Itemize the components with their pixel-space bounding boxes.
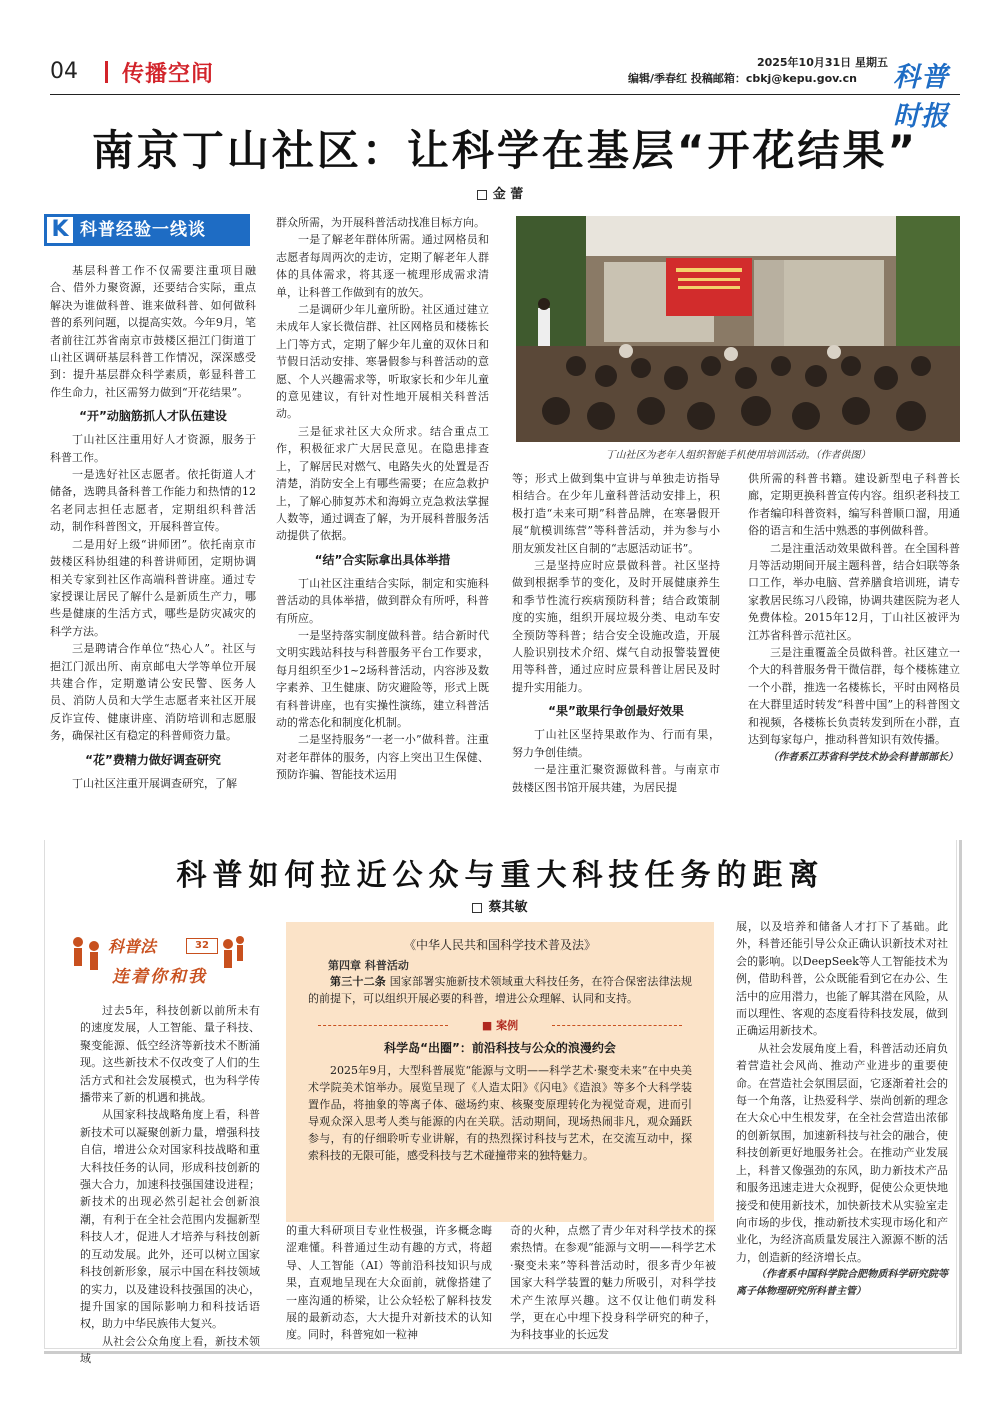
paragraph: 基层科普工作不仅需要注重项目融合、借外力聚资源，还要结合实际，重点解决为谁做科普、谁来做科普、如何做科普的系列问题，以提高实效。今年9月，笔者前往江苏省南京市鼓楼区挹江门街道丁山社区调研基层科普工作情况，深深感受到：提升基层群众科学素质，彰显科普工作生命力，社区需努力做到“开花结果”。 (50, 264, 256, 399)
masthead-meta (628, 55, 888, 87)
photo-caption: 丁山社区为老年人组织智能手机使用培训活动。（作者供图） (605, 450, 871, 461)
paragraph: 展，以及培养和储备人才打下了基础。此外，科普还能引导公众正确认识新技术对社会的影响。以DeepSeek等人工智能技术为例，借助科普，公众既能看到它在办公、生活中的应用潜力，也能了解其潜在风险，从而以理性、客观的态度看待科技发展，做到正确运用新技术。 (736, 920, 948, 1038)
law-chapter: 第四章 科普活动 (328, 959, 409, 972)
paragraph: 从国家科技战略角度上看，科普新技术可以凝聚创新力量，增强科技自信，增进公众对国家科技战略和重大科技任务的认同，形成科技创新的强大合力，加速科技强国建设进程；新技术的出现必然引起社会创新浪潮，有利于在全社会范围内发掘新型科技人才，促进人才培养与科技创新的互动发展。此外，还可以树立国家科技创新形象，展示中国在科技领域的实力，以及建设科技强国的决心，提升国家的国际影响力和科技话语权，助力中华民族伟大复兴。 (80, 1108, 260, 1331)
byline-box-icon (472, 903, 482, 913)
subheading-jie: “结”合实际拿出具体举措 (314, 552, 451, 567)
paragraph: 从社会发展角度上看，科普活动还肩负着营造社会风尚、推动产业进步的重要使命。在营造社会氛围层面，它逐渐着社会的每一个角落，让热爱科学、崇尚创新的理念在大众心中生根发芽，在全社会营造出浓郁的创新氛围，加速新科技与社会的融合，使科技创新更好地服务社会。在推动产业发展上，科普又像强劲的东风，助力新技术产品和服务迅速走进大众视野，促使公众更快地接受和使用新技术，加快新技术从实验室走向市场的步伐，推动新技术实现市场化和产业化，为经济高质量发展注入源源不断的活力，创造新的经济增长点。 (736, 1041, 948, 1264)
newspaper-logo: 科普时报 (893, 62, 949, 132)
article1-column-3 (512, 470, 720, 808)
paragraph: 从社会公众角度上看，新技术领域 (80, 1334, 260, 1366)
case-label-text: 案例 (496, 1019, 519, 1032)
column-title: 科普经验一线谈 (80, 220, 206, 240)
paragraph: 丁山社区注重用好人才资源，服务于科普工作。 (50, 433, 256, 464)
law-article-number: 第三十二条 (330, 975, 387, 988)
page-number: 04 (50, 59, 78, 84)
paragraph: 三是征求社区大众所求。结合重点工作，积极征求广大居民意见。在隐患排查上，了解居民对燃气、电路失火的处置是否清楚，消防安全上有哪些需要；在应急救护上，了解心肺复苏术和海姆立克急救法掌握人数等，通过调查了解，为开展科普服务活动提供了依据。 (276, 424, 489, 543)
editor-info: 编辑/季春红 投稿邮箱：cbkj@kepu.gov.cn (628, 72, 857, 85)
paragraph: 二是用好上级“讲师团”。依托南京市鼓楼区科协组建的科普讲师团，定期协调相关专家到社区作高端科普讲座。通过专家授课让居民了解什么是新质生产力，哪些是健康的生活方式，哪些是防灾减灾的科学方法。 (50, 537, 256, 638)
paragraph: 丁山社区注重开展调查研究，了解 (72, 776, 237, 790)
law-article-text: 国家部署实施新技术领域重大科技任务，在符合保密法律法规的前提下，可以组织开展必要的科普，增进公众理解、认同和支持。 (308, 975, 692, 1005)
article2-byline (0, 896, 1000, 915)
subheading-hua: “花”费精力做好调查研究 (85, 752, 221, 767)
series-number: 32 (186, 938, 218, 954)
paragraph: 一是选好社区志愿者。依托街道人才储备，选聘具备科普工作能力和热情的12名老同志担任志愿者，定期组织科普活动，制作科普图文，开展科普宣传。 (50, 468, 256, 534)
issue-date: 2025年10月31日 星期五 (756, 56, 888, 69)
case-text: 2025年9月，大型科普展览“能源与文明——科学艺术·聚变未来”在中央美术学院美术馆举办。展览呈现了《人造太阳》《闪电》《造浪》等多个大科学装置作品，将抽象的等离子体、磁场约束、核聚变原理转化为视觉奇观，进而引导观众深入思考人类与能源的内在关联。活动期间，现场热闹非凡，观众踊跃参与，有的仔细聆听专业讲解，有的热烈探讨科技与艺术，在交流互动中，探索科技的无限可能，感受科技与艺术碰撞带来的独特魅力。 (308, 1064, 692, 1162)
section-name: 传播空间 (122, 62, 215, 87)
law-title: 《中华人民共和国科学技术普及法》 (403, 938, 596, 952)
article1-column-2 (276, 214, 489, 808)
paragraph: 供所需的科普书籍。建设新型电子科普长廊，定期更换科普宣传内容。组织老科技工作者编印科普资料，编写科普顺口溜，用通俗的语言和生活中熟悉的事例做科普。 (748, 472, 960, 538)
paragraph: 一是坚持落实制度做科普。结合新时代文明实践站科技与科普服务平台工作要求，每月组织至少1~2场科普活动，内容涉及数字素养、卫生健康、防灾避险等，形式上既有科普讲座，也有实操性演练，建立科普活动的常态化和制度化机制。 (276, 628, 489, 729)
article2-headline: 科普如何拉近公众与重大科技任务的距离 (176, 858, 825, 893)
column-banner (44, 214, 250, 246)
paragraph: 三是注重覆盖全员做科普。社区建立一个大的科普服务骨干微信群，每个楼栋建立一个小群，推选一名楼栋长，平时由网格员在大群里适时转发“科普中国”上的科普图文和视频，各楼栋长负责转发到所在小群，直达到每家每户，推动科普知识有效传播。 (748, 646, 960, 747)
paragraph: 丁山社区注重结合实际，制定和实施科普活动的具体举措，做到群众有所呼，科普有所应。 (276, 576, 489, 625)
series-logo (68, 930, 244, 990)
author-note: （作者系中国科学院合肥物质科学研究院等离子体物理研究所科普主管） (736, 1269, 948, 1298)
paragraph: 过去5年，科技创新以前所未有的速度发展，人工智能、量子科技、聚变能源、低空经济等新技术不断涌现。这些新技术不仅改变了人们的生活方式和社会发展模式，也为科学传播带来了新的机遇和挑战。 (80, 1004, 260, 1105)
article1-byline (0, 183, 1000, 202)
series-logo-title: 科普法 (108, 937, 157, 956)
paragraph: 等；形式上做到集中宣讲与单独走访指导相结合。在少年儿童科普活动安排上，积极打造“未来可期”科普品牌，在寒暑假开展“航模训练营”等科普活动，并为参与小朋友颁发社区自制的“志愿活动证书”。 (512, 472, 720, 555)
paragraph: 群众所需，为开展科普活动找准目标方向。 (276, 216, 485, 229)
paragraph: 一是注重汇聚资源做科普。与南京市鼓楼区图书馆开展共建，为居民提 (512, 763, 720, 794)
article2-column-4 (736, 918, 948, 1338)
paragraph: 的重大科研项目专业性极强，许多概念晦涩难懂。科普通过生动有趣的方式，将超导、人工智能（AI）等前沿科技知识与成果，直观地呈现在大众面前，就像搭建了一座沟通的桥梁，让公众轻松了解科技发展的最新动态，大大提升对新技术的认知度。同时，科普宛如一粒神 (286, 1224, 492, 1342)
article1-column-4 (748, 470, 960, 808)
law-excerpt-box (286, 922, 714, 1222)
article2-column-3 (510, 1222, 716, 1342)
author-note: （作者系江苏省科学技术协会科普部部长） (768, 751, 958, 763)
masthead-separator (105, 61, 108, 83)
subheading-kai: “开”动脑筋抓人才队伍建设 (79, 409, 227, 424)
subheading-guo: “果”敢果行争创最好效果 (548, 704, 684, 719)
byline-box-icon (477, 190, 487, 200)
series-logo-subtitle: 连着你和我 (112, 967, 207, 987)
paragraph: 二是注重活动效果做科普。在全国科普月等活动期间开展主题科普，结合妇联等条口工作，举办电脑、营养膳食培训班，请专家教居民练习八段锦，协调共建医院为老人免费体检。2015年12月，丁山社区被评为江苏省科普示范社区。 (748, 541, 960, 642)
paragraph: 奇的火种，点燃了青少年对科学技术的探索热情。在参观“能源与文明——科学艺术·聚变未来”等科普活动时，很多青少年被国家大科学装置的魅力所吸引，对科学技术产生浓厚兴趣。这不仅让他们萌发科学，更在心中埋下投身科学研究的种子，为科技事业的长远发 (510, 1224, 716, 1342)
case-label: ■ 案例 (308, 1017, 692, 1033)
paragraph: 三是聘请合作单位“热心人”。社区与挹江门派出所、南京邮电大学等单位开展共建合作，定期邀请公安民警、医务人员、消防人员和大学生志愿者来社区开展反诈宣传、健康讲座、消防培训和志愿服务，确保社区有稳定的科普师资力量。 (50, 642, 256, 743)
people-icon (68, 930, 108, 990)
people-icon (218, 930, 248, 990)
masthead (50, 55, 960, 132)
article2-column-1 (80, 1002, 260, 1366)
article1-column-1 (50, 262, 256, 808)
article2-author: 蔡其敏 (488, 900, 528, 915)
paragraph: 三是坚持应时应景做科普。社区坚持做到根据季节的变化，及时开展健康养生和季节性流行疾病预防科普；结合政策制度的实施，组织开展垃圾分类、电动车安全预防等科普；结合安全设施改造，开展人脸识别技术介绍、煤气自动报警装置使用等科普，通过应时应景科普让居民及时提升实用能力。 (512, 559, 720, 694)
lecture-hall-illustration (516, 216, 960, 442)
law-article (308, 973, 692, 1007)
paragraph: 丁山社区坚持果敢作为、行而有果，努力争创佳绩。 (512, 728, 720, 759)
paragraph: 二是坚持服务“一老一小”做科普。注重对老年群体的服务，内容上突出卫生保健、预防诈骗、智能技术运用 (276, 733, 489, 782)
k-logo-icon: K (47, 217, 73, 243)
paragraph: 一是了解老年群体所需。通过网格员和志愿者每周两次的走访，定期了解老年人群体的具体需求，将其逐一梳理形成需求清单，让科普工作做到有的放矢。 (276, 233, 489, 299)
article2-column-2 (286, 1222, 492, 1342)
case-title: 科学岛“出圈”：前沿科技与公众的浪漫约会 (384, 1041, 616, 1055)
article1-author: 金 蕾 (492, 187, 524, 202)
article1-headline: 南京丁山社区：让科学在基层“开花结果” (91, 126, 919, 175)
paragraph: 二是调研少年儿童所盼。社区通过建立未成年人家长微信群、社区网格员和楼栋长上门等方式，定期了解少年儿童的双休日和节假日活动安排、寒暑假参与科普活动的意愿、个人兴趣需求等，听取家长和少年儿童的意见建议，有针对性地开展相关科普活动。 (276, 303, 489, 421)
article1-photo (516, 216, 960, 442)
